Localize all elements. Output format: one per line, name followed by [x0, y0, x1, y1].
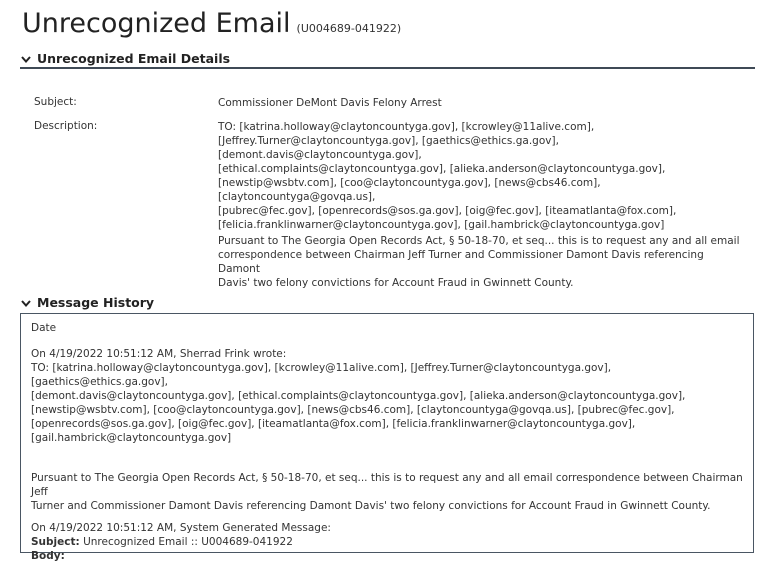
body-label: Body: — [31, 550, 65, 562]
page-title-row — [22, 8, 401, 39]
description-recipients — [218, 120, 748, 232]
page-title: Unrecognized Email — [22, 8, 291, 39]
description-body-line: correspondence between Chairman Jeff Turner and Commissioner Damont Davis referencing Damont — [218, 249, 704, 275]
description-line: [ethical.complaints@claytoncountyga.gov], [alieka.anderson@claytoncountyga.gov], — [218, 163, 666, 175]
history-entry-body-line: Pursuant to The Georgia Open Records Act, § 50-18-70, et seq... this is to request any and all email correspondence between Chairman Jeff — [31, 472, 743, 498]
history-entry-line: [demont.davis@claytoncountyga.gov], [ethical.complaints@claytoncountyga.gov], [alieka.anderson@claytoncountyga.gov], — [31, 390, 686, 402]
description-label: Description: — [34, 120, 98, 132]
history-entry-line: TO: [katrina.holloway@claytoncountyga.gov], [kcrowley@11alive.com], [Jeffrey.Turner@claytoncountyga.gov], [gaethics@ethics.ga.gov], — [31, 362, 612, 388]
history-entry-header: On 4/19/2022 10:51:12 AM, Sherrad Frink wrote: — [31, 348, 287, 360]
subject-label: Subject: — [31, 536, 80, 548]
description-line: TO: [katrina.holloway@claytoncountyga.gov], [kcrowley@11alive.com], — [218, 121, 595, 133]
description-line: [Jeffrey.Turner@claytoncountyga.gov], [gaethics@ethics.ga.gov], [demont.davis@claytoncountyga.gov], — [218, 135, 559, 161]
subject-value: Unrecognized Email :: U004689-041922 — [83, 536, 293, 548]
history-entry-line: [openrecords@sos.ga.gov], [oig@fec.gov], [iteamatlanta@fox.com], [felicia.franklinwarner@claytoncountyga.gov], — [31, 418, 636, 430]
details-divider — [20, 67, 755, 69]
details-section-toggle[interactable] — [20, 51, 230, 66]
description-body — [218, 234, 748, 290]
description-body-line: Pursuant to The Georgia Open Records Act, § 50-18-70, et seq... this is to request any and all email — [218, 235, 740, 247]
chevron-down-icon — [20, 297, 32, 309]
message-history-panel[interactable] — [20, 313, 754, 562]
history-heading: Message History — [37, 295, 155, 310]
history-entry-body-line: Turner and Commissioner Damont Davis referencing Damont Davis' two felony convictions for Account Fraud in Gwinnett County. — [31, 500, 711, 512]
chevron-down-icon — [20, 53, 32, 65]
description-line: [newstip@wsbtv.com], [coo@claytoncountyga.gov], [news@cbs46.com], [claytoncountyga@govqa.us], — [218, 177, 601, 203]
history-entry-header: On 4/19/2022 10:51:12 AM, System Generated Message: — [31, 522, 331, 534]
history-column-label: Date — [31, 322, 57, 334]
subject-label: Subject: — [34, 96, 77, 108]
history-entry-line: [gail.hambrick@claytoncountyga.gov] — [31, 432, 232, 444]
details-heading: Unrecognized Email Details — [37, 51, 231, 66]
description-body-line: Davis' two felony convictions for Account Fraud in Gwinnett County. — [218, 277, 574, 289]
history-section-toggle[interactable] — [20, 295, 154, 310]
description-line: [pubrec@fec.gov], [openrecords@sos.ga.gov], [oig@fec.gov], [iteamatlanta@fox.com], — [218, 205, 677, 217]
record-id: (U004689-041922) — [296, 22, 402, 35]
history-entry-line: [newstip@wsbtv.com], [coo@claytoncountyga.gov], [news@cbs46.com], [claytoncountyga@govqa.us], [pubrec@fec.gov], — [31, 404, 675, 416]
history-entry-subject — [31, 535, 743, 549]
description-line: [felicia.franklinwarner@claytoncountyga.gov], [gail.hambrick@claytoncountyga.gov] — [218, 219, 665, 231]
subject-value: Commissioner DeMont Davis Felony Arrest — [218, 97, 442, 109]
